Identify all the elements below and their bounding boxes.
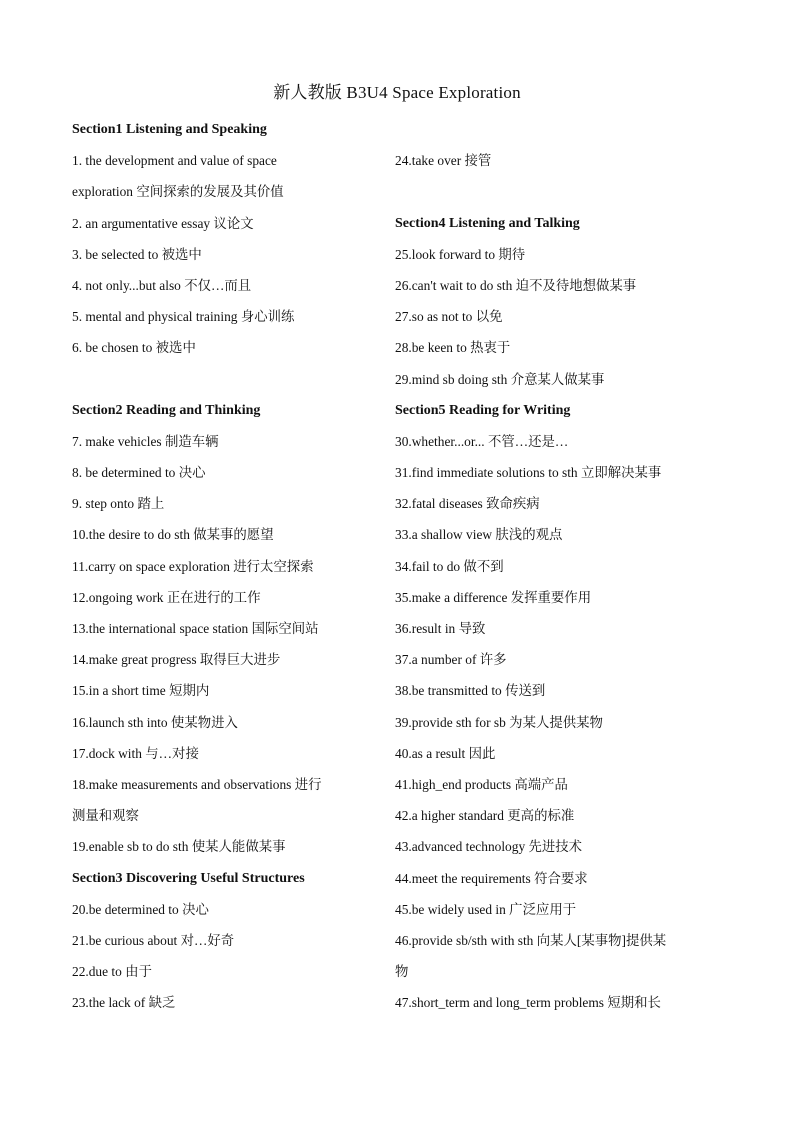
vocab-item: 46.provide sb/sth with sth 向某人[某事物]提供某 (395, 932, 667, 948)
vocab-item: 12.ongoing work 正在进行的工作 (72, 589, 261, 605)
vocab-item: 24.take over 接管 (395, 153, 492, 169)
left-column (72, 114, 377, 1018)
vocab-item: 37.a number of 许多 (395, 652, 507, 668)
vocab-item: 40.as a result 因此 (395, 745, 496, 761)
vocab-item: 8. be determined to 决心 (72, 465, 206, 481)
vocab-item: 42.a higher standard 更高的标准 (395, 808, 575, 824)
vocab-item-continuation: 测量和观察 (72, 808, 139, 824)
vocab-item: 10.the desire to do sth 做某事的愿望 (72, 527, 274, 543)
vocab-item: 36.result in 导致 (395, 621, 486, 636)
vocab-item: 30.whether...or... 不管…还是… (395, 433, 569, 449)
vocab-item: 31.find immediate solutions to sth 立即解决某事 (395, 465, 662, 481)
vocab-item: 22.due to 由于 (72, 964, 152, 980)
vocab-item: 7. make vehicles 制造车辆 (72, 433, 219, 449)
vocab-item: 11.carry on space exploration 进行太空探索 (72, 558, 314, 574)
vocab-item: 44.meet the requirements 符合要求 (395, 870, 588, 886)
vocab-item: 45.be widely used in 广泛应用于 (395, 901, 577, 917)
section-heading: Section1 Listening and Speaking (72, 122, 267, 137)
vocab-item: 3. be selected to 被选中 (72, 246, 202, 262)
vocab-item: 17.dock with 与…对接 (72, 745, 199, 761)
vocab-item: 29.mind sb doing sth 介意某人做某事 (395, 371, 605, 387)
vocab-item: 13.the international space station 国际空间站 (72, 621, 319, 636)
vocab-item: 39.provide sth for sb 为某人提供某物 (395, 714, 603, 730)
section-heading: Section2 Reading and Thinking (72, 402, 261, 418)
vocab-item: 16.launch sth into 使某物进入 (72, 714, 238, 730)
vocab-item: 4. not only...but also 不仅…而且 (72, 277, 252, 293)
vocab-item: 35.make a difference 发挥重要作用 (395, 589, 592, 605)
vocab-item: 19.enable sb to do sth 使某人能做某事 (72, 839, 286, 855)
vocab-item: 26.can't wait to do sth 迫不及待地想做某事 (395, 277, 637, 293)
vocab-item: 34.fail to do 做不到 (395, 558, 504, 574)
vocab-item: 9. step onto 踏上 (72, 496, 165, 512)
section-heading: Section4 Listening and Talking (395, 215, 580, 231)
vocab-item: 41.high_end products 高端产品 (395, 776, 568, 792)
vocab-item: 14.make great progress 取得巨大进步 (72, 652, 281, 668)
blank-line (395, 114, 725, 145)
blank-line (72, 364, 377, 395)
vocab-item: 23.the lack of 缺乏 (72, 995, 176, 1011)
vocab-item: 15.in a short time 短期内 (72, 683, 210, 699)
vocab-item: 32.fatal diseases 致命疾病 (395, 496, 540, 512)
vocab-item: 20.be determined to 决心 (72, 901, 209, 917)
vocab-item: 2. an argumentative essay 议论文 (72, 215, 254, 231)
vocab-item: 18.make measurements and observations 进行 (72, 776, 322, 792)
vocab-item-continuation: exploration 空间探索的发展及其价值 (72, 184, 284, 200)
vocab-item: 47.short_term and long_term problems 短期和长 (395, 995, 661, 1011)
vocab-item: 21.be curious about 对…好奇 (72, 932, 235, 948)
vocab-item: 25.look forward to 期待 (395, 246, 526, 262)
vocab-item: 5. mental and physical training 身心训练 (72, 309, 295, 325)
vocab-item: 1. the development and value of space (72, 153, 277, 169)
section-heading: Section5 Reading for Writing (395, 402, 571, 418)
vocab-item: 43.advanced technology 先进技术 (395, 839, 583, 855)
blank-line (395, 176, 725, 207)
right-column (395, 114, 725, 1018)
vocab-item: 38.be transmitted to 传送到 (395, 683, 546, 699)
vocab-item: 6. be chosen to 被选中 (72, 340, 196, 356)
vocab-item: 28.be keen to 热衷于 (395, 340, 511, 356)
vocab-item: 27.so as not to 以免 (395, 309, 503, 325)
page-title: 新人教版 B3U4 Space Exploration (273, 83, 521, 102)
vocab-item: 33.a shallow view 肤浅的观点 (395, 527, 563, 543)
section-heading: Section3 Discovering Useful Structures (72, 870, 305, 886)
vocab-item-continuation: 物 (395, 964, 409, 980)
